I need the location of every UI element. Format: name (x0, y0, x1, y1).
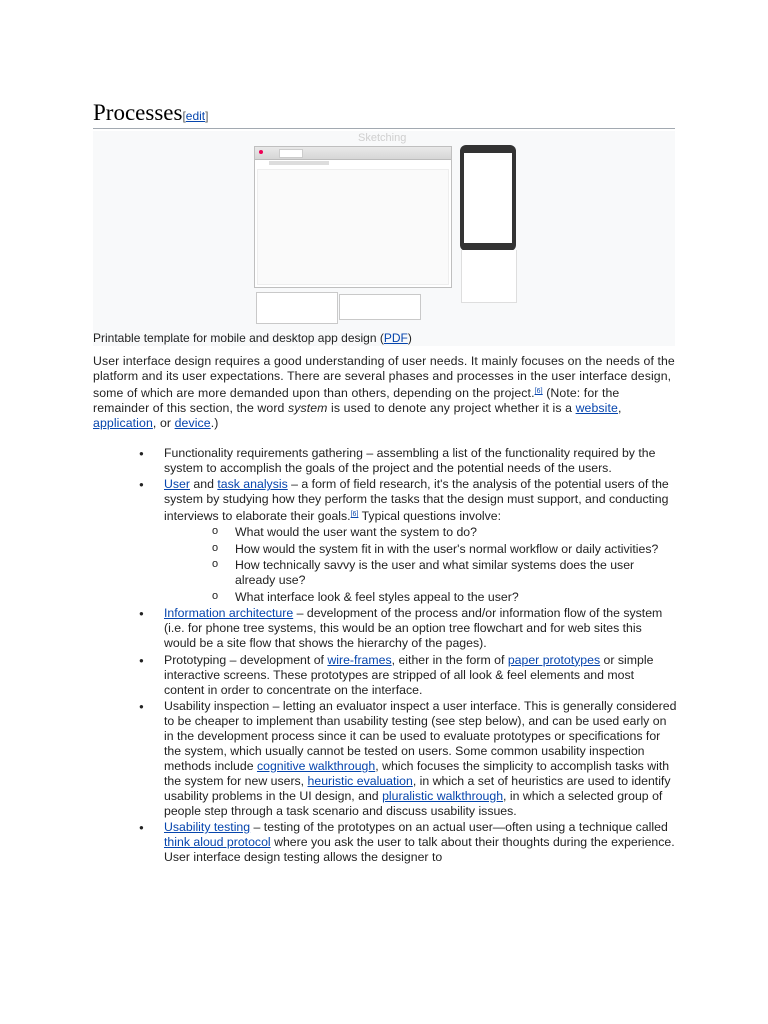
mobile-template (460, 145, 516, 251)
section-title: Processes (93, 100, 183, 125)
figure-caption: Printable template for mobile and desktop app design (PDF) (93, 331, 412, 345)
list-item: ● Information architecture – development of the process and/or information flow of the system (i.e. for phone tree systems, this would be an option tree flowchart and for web sites this would be a site flow that shows the hierarchy of the pages). (137, 606, 677, 651)
list-item: ● Functionality requirements gathering – assembling a list of the functionality required by the system to accomplish the goals of the project and the potential needs of the users. (137, 446, 677, 476)
list-item: ● Prototyping – development of wire-frames, either in the form of paper prototypes or simple interactive screens. These prototypes are stripped of all look & feel elements and most content in order to concentrate on the interface. (137, 653, 677, 698)
list-item: ● User and task analysis – a form of field research, it's the analysis of the potential users of the system by studying how they perform the tasks that the design must support, and conducting interviews to elaborate their goals.[6] Typical questions involve: o What would the user want the system to do? o How would the system fit in with the user's normal workflow or daily activities? o How technically savvy is the user and what similar systems does the user already use? o What interface look & feel styles appeal to the user? (137, 477, 677, 605)
section-heading (93, 100, 675, 129)
information-architecture-link[interactable]: Information architecture (164, 606, 294, 621)
ref-link[interactable]: [6] (534, 388, 543, 395)
user-link[interactable]: User (164, 477, 190, 492)
task-analysis-link[interactable]: task analysis (217, 477, 288, 492)
application-link[interactable]: application (93, 416, 153, 430)
form-notes-right (339, 294, 421, 320)
desktop-template (254, 146, 452, 288)
paper-prototypes-link[interactable]: paper prototypes (507, 652, 601, 667)
ref-link[interactable]: [6] (350, 511, 359, 519)
pluralistic-walkthrough-link[interactable]: pluralistic walkthrough (382, 788, 504, 803)
sub-list-item: o How would the system fit in with the user's normal workflow or daily activities? (164, 542, 677, 557)
wire-frames-link[interactable]: wire-frames (327, 652, 392, 667)
pdf-link[interactable]: PDF (383, 331, 408, 345)
phone-outline (461, 250, 517, 303)
website-link[interactable]: website (575, 401, 618, 415)
list-item: ● Usability inspection – letting an evaluator inspect a user interface. This is generally considered to be cheaper to implement than usability testing (see step below), and can be used early on in the development process since it can be used to evaluate prototypes or specifications for the system, which usually cannot be tested on users. Some common usability inspection methods include cognitive walkthrough, which focuses the simplicity to accomplish tasks with the system for new users, heuristic evaluation, in which a set of heuristics are used to identify usability problems in the UI design, and pluralistic walkthrough, in which a selected group of people step through a task scenario and discuss usability issues. (137, 699, 677, 819)
heuristic-evaluation-link[interactable]: heuristic evaluation (307, 773, 413, 788)
form-notes-left (256, 292, 338, 324)
think-aloud-protocol-link[interactable]: think aloud protocol (164, 835, 271, 850)
question-sublist (164, 525, 677, 605)
list-item: ● Usability testing – testing of the prototypes on an actual user—often using a technique called think aloud protocol where you ask the user to talk about their thoughts during the experience. User interface design testing allows the designer to (137, 820, 677, 865)
process-list (137, 446, 677, 866)
sub-list-item: o What would the user want the system to do? (164, 525, 677, 540)
usability-testing-link[interactable]: Usability testing (164, 820, 251, 835)
edit-link[interactable]: edit (185, 109, 206, 123)
sub-list-item: o What interface look & feel styles appeal to the user? (164, 590, 677, 605)
cognitive-walkthrough-link[interactable]: cognitive walkthrough (256, 758, 376, 773)
edit-section: [edit] (182, 109, 209, 123)
sketch-label: Sketching (358, 132, 407, 144)
device-link[interactable]: device (174, 416, 211, 430)
sub-list-item: o How technically savvy is the user and what similar systems does the user already use? (164, 558, 677, 588)
intro-paragraph: User interface design requires a good understanding of user needs. It mainly focuses on the needs of the platform and its user expectations. There are several phases and processes in the user interface design, some of which are more demanded upon than others, depending on the project.[6] (Note: for the remainder of this section, the word system is used to denote any project whether it is a website, application, or device.) (93, 354, 675, 430)
